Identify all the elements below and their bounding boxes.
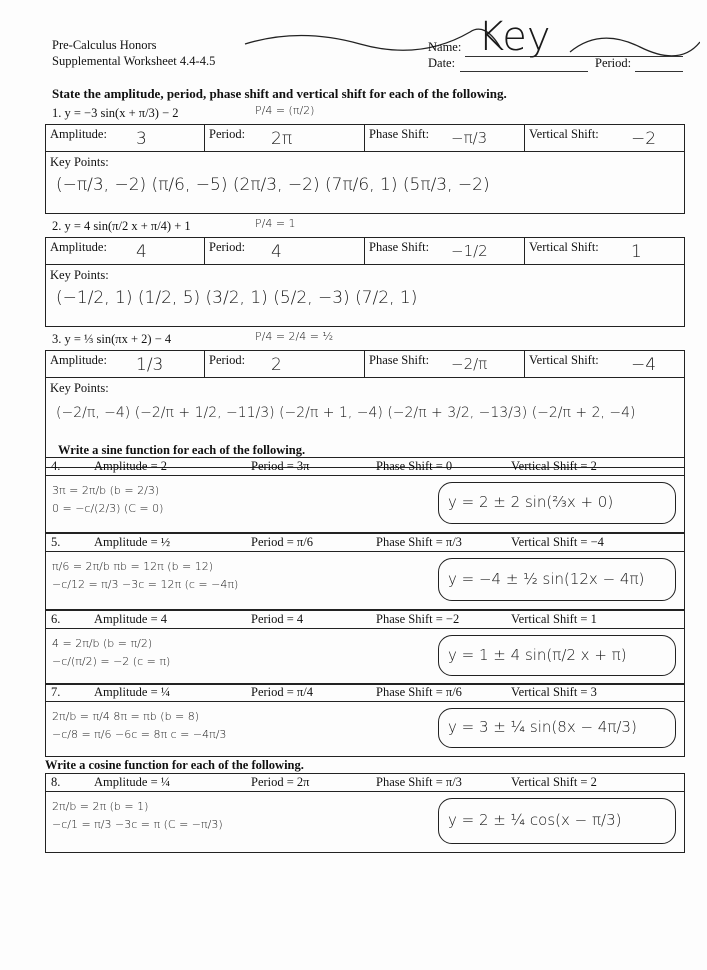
given-phase-shift: Phase Shift = π/3 (376, 775, 462, 789)
given-vertical-shift: Vertical Shift = 1 (511, 612, 597, 626)
problem-number: 7. (51, 685, 61, 699)
phase-shift-label: Phase Shift: (369, 127, 430, 141)
given-amplitude: Amplitude = 2 (94, 459, 168, 473)
period-label: Period: (209, 127, 246, 141)
given-period: Period = π/4 (251, 685, 313, 699)
work-phase: −c/12 = π/3 −3c = 12π (c = −4π) (52, 578, 239, 591)
problem-number: 8. (51, 775, 61, 789)
key-points-label: Key Points: (50, 268, 109, 282)
period-answer: 2 (271, 355, 282, 375)
problem-equation: 1. y = −3 sin(x + π/3) − 2 (52, 106, 179, 120)
given-phase-shift: Phase Shift = π/6 (376, 685, 462, 699)
given-phase-shift: Phase Shift = 0 (376, 459, 453, 473)
work-phase: −c/8 = π/6 −6c = 8π c = −4π/3 (52, 728, 227, 741)
problem-note: P/4 = 2/4 = ½ (255, 330, 334, 343)
given-phase-shift: Phase Shift = −2 (376, 612, 460, 626)
worksheet-title: Supplemental Worksheet 4.4-4.5 (52, 54, 216, 68)
amplitude-answer: 4 (136, 242, 147, 262)
period-label: Period: (209, 240, 246, 254)
name-label: Name: (428, 40, 462, 54)
problem-number: 4. (51, 459, 61, 473)
part1-instructions: State the amplitude, period, phase shift and vertical shift for each of the following. (52, 86, 507, 101)
amplitude-label: Amplitude: (50, 353, 107, 367)
given-amplitude: Amplitude = ¼ (94, 775, 171, 789)
problem-number: 6. (51, 612, 61, 626)
vertical-shift-label: Vertical Shift: (529, 240, 599, 254)
answer-function: y = 2 ± 2 sin(⅔x + 0) (448, 493, 614, 511)
problem-note: P/4 = 1 (255, 217, 296, 230)
given-vertical-shift: Vertical Shift = 3 (511, 685, 597, 699)
period-label: Period: (209, 353, 246, 367)
work-phase: −c/(π/2) = −2 (c = π) (52, 655, 171, 668)
vertical-shift-answer: −2 (631, 129, 657, 149)
given-period: Period = π/6 (251, 535, 313, 549)
function-problem (45, 773, 685, 853)
given-vertical-shift: Vertical Shift = −4 (511, 535, 604, 549)
problem-number: 5. (51, 535, 61, 549)
course-title: Pre-Calculus Honors (52, 38, 157, 52)
vertical-shift-answer: −4 (631, 355, 657, 375)
function-problem (45, 683, 685, 757)
date-label: Date: (428, 56, 456, 70)
function-problem (45, 533, 685, 610)
key-points-answer: (−2/π, −4) (−2/π + 1/2, −11/3) (−2/π + 1, −4) (−2/π + 3/2, −13/3) (−2/π + 2, −4) (56, 405, 636, 421)
phase-shift-label: Phase Shift: (369, 353, 430, 367)
function-problem (45, 610, 685, 685)
problem-equation: 3. y = ⅓ sin(πx + 2) − 4 (52, 332, 172, 346)
work-phase: −c/1 = π/3 −3c = π (C = −π/3) (52, 818, 223, 831)
given-amplitude: Amplitude = ½ (94, 535, 171, 549)
period-answer: 2π (271, 129, 293, 149)
work-period: π/6 = 2π/b πb = 12π (b = 12) (52, 560, 214, 573)
name-value: Key (478, 14, 551, 60)
given-period: Period = 2π (251, 775, 310, 789)
problem-table (45, 237, 685, 327)
work-period: 3π = 2π/b (b = 2/3) (52, 484, 160, 497)
vertical-shift-answer: 1 (631, 242, 642, 262)
work-period: 2π/b = π/4 8π = πb (b = 8) (52, 710, 200, 723)
key-points-answer: (−1/2, 1) (1/2, 5) (3/2, 1) (5/2, −3) (7/2, 1) (56, 288, 418, 308)
problem-equation: 2. y = 4 sin(π/2 x + π/4) + 1 (52, 219, 191, 233)
problem-note: P/4 = (π/2) (255, 104, 315, 117)
given-period: Period = 4 (251, 612, 304, 626)
key-points-label: Key Points: (50, 155, 109, 169)
work-period: 4 = 2π/b (b = π/2) (52, 637, 153, 650)
given-vertical-shift: Vertical Shift = 2 (511, 775, 597, 789)
vertical-shift-label: Vertical Shift: (529, 127, 599, 141)
answer-function: y = 2 ± ¼ cos(x − π/3) (448, 811, 622, 829)
given-amplitude: Amplitude = 4 (94, 612, 168, 626)
part3-instructions: Write a cosine function for each of the following. (45, 758, 304, 772)
part2-instructions: Write a sine function for each of the following. (58, 443, 306, 457)
amplitude-label: Amplitude: (50, 127, 107, 141)
problem-table (45, 124, 685, 214)
amplitude-label: Amplitude: (50, 240, 107, 254)
phase-shift-answer: −1/2 (451, 242, 488, 260)
given-amplitude: Amplitude = ¼ (94, 685, 171, 699)
amplitude-answer: 1/3 (136, 355, 164, 375)
amplitude-answer: 3 (136, 129, 147, 149)
answer-function: y = −4 ± ½ sin(12x − 4π) (448, 569, 645, 588)
function-problem (45, 457, 685, 533)
key-points-answer: (−π/3, −2) (π/6, −5) (2π/3, −2) (7π/6, 1) (5π/3, −2) (56, 175, 490, 195)
given-phase-shift: Phase Shift = π/3 (376, 535, 462, 549)
key-points-label: Key Points: (50, 381, 109, 395)
phase-shift-label: Phase Shift: (369, 240, 430, 254)
period-answer: 4 (271, 242, 282, 262)
period-label: Period: (595, 56, 632, 70)
given-vertical-shift: Vertical Shift = 2 (511, 459, 597, 473)
answer-function: y = 3 ± ¼ sin(8x − 4π/3) (448, 718, 637, 736)
work-phase: 0 = −c/(2/3) (C = 0) (52, 502, 164, 515)
phase-shift-answer: −2/π (451, 355, 488, 373)
answer-function: y = 1 ± 4 sin(π/2 x + π) (448, 645, 627, 664)
given-period: Period = 3π (251, 459, 310, 473)
work-period: 2π/b = 2π (b = 1) (52, 800, 149, 813)
vertical-shift-label: Vertical Shift: (529, 353, 599, 367)
phase-shift-answer: −π/3 (451, 129, 488, 147)
